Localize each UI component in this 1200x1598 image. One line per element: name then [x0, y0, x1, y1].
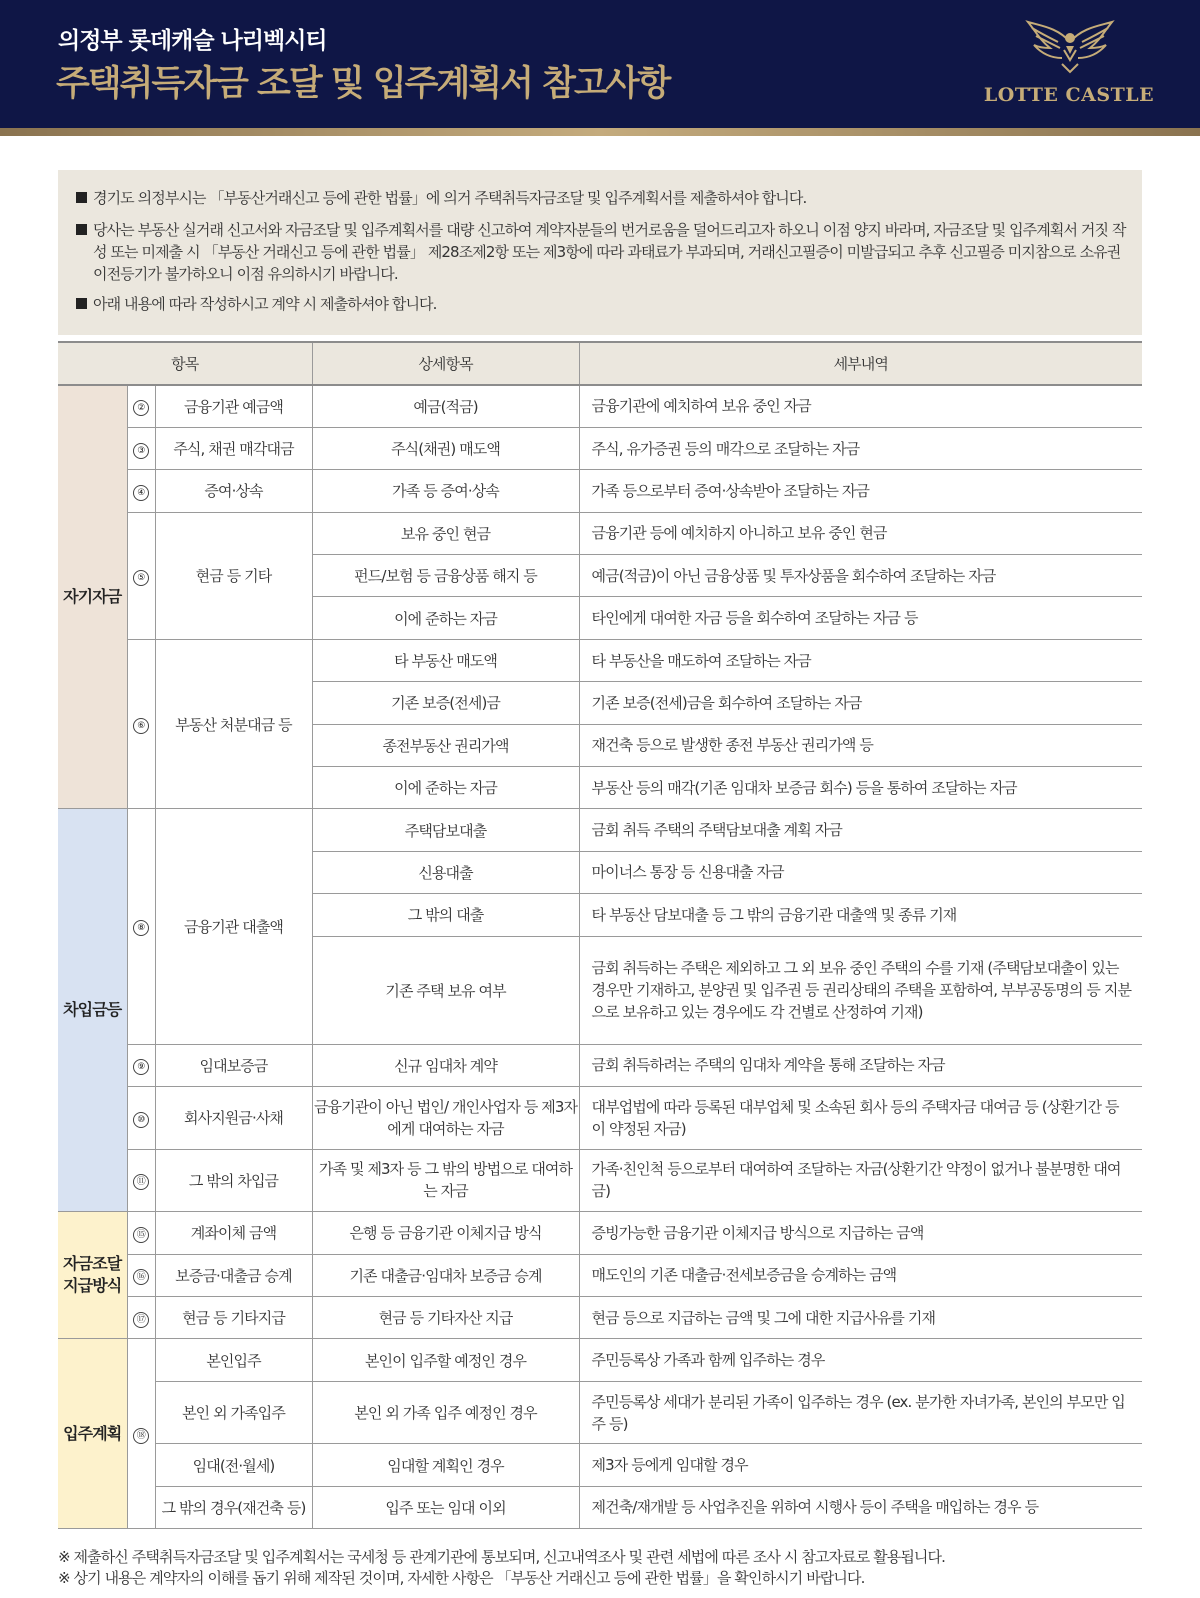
row-number: ⑪ — [127, 1149, 155, 1212]
header-description: 세부내역 — [579, 342, 1142, 385]
notice-item — [76, 187, 1126, 209]
row-number: ③ — [127, 427, 155, 469]
description-cell: 타 부동산 담보대출 등 그 밖의 금융기관 대출액 및 종류 기재 — [579, 894, 1142, 936]
description-cell: 제3자 등에게 임대할 경우 — [579, 1444, 1142, 1486]
row-number: ⑰ — [127, 1296, 155, 1338]
item-cell: 보증금·대출금 승계 — [155, 1254, 312, 1296]
notice-text: 경기도 의정부시는 「부동산거래신고 등에 관한 법률」에 의거 주택취득자금조달 및 입주계획서를 제출하셔야 합니다. — [93, 189, 807, 207]
detail-cell: 예금(적금) — [312, 385, 579, 427]
detail-cell: 입주 또는 임대 이외 — [312, 1486, 579, 1528]
notice-text: 당사는 부동산 실거래 신고서와 자금조달 및 입주계획서를 대량 신고하여 계약자분들의 번거로움을 덜어드리고자 하오니 이점 양지 바라며, 자금조달 및 입주계획서 거짓 작성 또는 미제출 시 「부동산 거래신고 등에 관한 법률」 제28조제2항 또는 제3항에 따라 과태료가 부과되며, 거래신고필증이 미발급되고 추후 신고필증 미지참으로 소유권이전등기가 불가하오니 이점 유의하시기 바랍니다. — [93, 221, 1126, 283]
description-cell: 주식, 유가증권 등의 매각으로 조달하는 자금 — [579, 427, 1142, 469]
description-cell: 주민등록상 가족과 함께 입주하는 경우 — [579, 1339, 1142, 1381]
table-row — [58, 1339, 1142, 1381]
description-cell: 매도인의 기존 대출금·전세보증금을 승계하는 금액 — [579, 1254, 1142, 1296]
description-cell: 가족·친인척 등으로부터 대여하여 조달하는 자금(상환기간 약정이 없거나 불분명한 대여금) — [579, 1149, 1142, 1212]
item-cell: 임대(전·월세) — [155, 1444, 312, 1486]
description-cell: 현금 등으로 지급하는 금액 및 그에 대한 지급사유를 기재 — [579, 1296, 1142, 1338]
description-cell: 기존 보증(전세)금을 회수하여 조달하는 자금 — [579, 682, 1142, 724]
page-subtitle: 의정부 롯데캐슬 나리벡시티 — [58, 28, 327, 54]
header-item: 항목 — [58, 342, 312, 385]
category-own-funds: 자기자금 — [58, 385, 127, 809]
square-bullet-icon — [76, 298, 87, 309]
table-row — [58, 1212, 1142, 1254]
notice-item — [76, 293, 1126, 315]
category-payment-method: 자금조달 지급방식 — [58, 1212, 127, 1339]
detail-cell: 본인이 입주할 예정인 경우 — [312, 1339, 579, 1381]
table-row — [58, 1486, 1142, 1528]
row-number: ⑮ — [127, 1212, 155, 1254]
table-row — [58, 1086, 1142, 1149]
detail-cell: 종전부동산 권리가액 — [312, 724, 579, 766]
table-row — [58, 470, 1142, 512]
table-row — [58, 385, 1142, 427]
detail-cell: 주택담보대출 — [312, 809, 579, 851]
description-cell: 주민등록상 세대가 분리된 가족이 입주하는 경우 (ex. 분가한 자녀가족, 본인의 부모만 입주 등) — [579, 1381, 1142, 1444]
description-cell: 타인에게 대여한 자금 등을 회수하여 조달하는 자금 등 — [579, 597, 1142, 639]
detail-cell: 타 부동산 매도액 — [312, 639, 579, 681]
row-number: ② — [127, 385, 155, 427]
footnote: ※ 제출하신 주택취득자금조달 및 입주계획서는 국세청 등 관계기관에 통보되며, 신고내역조사 및 관련 세법에 따른 조사 시 참고자료로 활용됩니다. — [58, 1548, 945, 1566]
detail-cell: 가족 및 제3자 등 그 밖의 방법으로 대여하는 자금 — [312, 1149, 579, 1212]
row-number: ⑱ — [127, 1339, 155, 1529]
item-cell: 부동산 처분대금 등 — [155, 639, 312, 809]
item-cell: 본인 외 가족입주 — [155, 1381, 312, 1444]
detail-cell: 본인 외 가족 입주 예정인 경우 — [312, 1381, 579, 1444]
detail-cell: 보유 중인 현금 — [312, 512, 579, 554]
detail-cell: 그 밖의 대출 — [312, 894, 579, 936]
table-row — [58, 1296, 1142, 1338]
item-cell: 현금 등 기타 — [155, 512, 312, 639]
logo-text: LOTTE CASTLE — [983, 84, 1155, 106]
square-bullet-icon — [76, 192, 87, 203]
description-cell: 제건축/재개발 등 사업추진을 위하여 시행사 등이 주택을 매입하는 경우 등 — [579, 1486, 1142, 1528]
footnote: ※ 상기 내용은 계약자의 이해를 돕기 위해 제작된 것이며, 자세한 사항은 「부동산 거래신고 등에 관한 법률」을 확인하시기 바랍니다. — [58, 1569, 865, 1587]
eagle-emblem-icon — [1024, 20, 1116, 80]
description-cell: 증빙가능한 금융기관 이체지급 방식으로 지급하는 금액 — [579, 1212, 1142, 1254]
header-detail: 상세항목 — [312, 342, 579, 385]
table-row — [58, 1444, 1142, 1486]
notice-item — [76, 219, 1126, 285]
page-title: 주택취득자금 조달 및 입주계획서 참고사항 — [56, 64, 670, 104]
description-cell: 예금(적금)이 아닌 금융상품 및 투자상품을 회수하여 조달하는 자금 — [579, 555, 1142, 597]
description-cell: 부동산 등의 매각(기존 임대차 보증금 회수) 등을 통하여 조달하는 자금 — [579, 767, 1142, 809]
description-cell: 금회 취득 주택의 주택담보대출 계획 자금 — [579, 809, 1142, 851]
detail-cell: 펀드/보험 등 금융상품 해지 등 — [312, 555, 579, 597]
row-number: ⑧ — [127, 809, 155, 1044]
detail-cell: 이에 준하는 자금 — [312, 767, 579, 809]
table-row — [58, 512, 1142, 554]
item-cell: 계좌이체 금액 — [155, 1212, 312, 1254]
table-row — [58, 1254, 1142, 1296]
row-number: ⑯ — [127, 1254, 155, 1296]
detail-cell: 기존 주택 보유 여부 — [312, 936, 579, 1044]
detail-cell: 은행 등 금융기관 이체지급 방식 — [312, 1212, 579, 1254]
detail-cell: 주식(채권) 매도액 — [312, 427, 579, 469]
row-number: ④ — [127, 470, 155, 512]
item-cell: 금융기관 예금액 — [155, 385, 312, 427]
table-row — [58, 427, 1142, 469]
description-cell: 재건축 등으로 발생한 종전 부동산 권리가액 등 — [579, 724, 1142, 766]
table-row — [58, 1381, 1142, 1444]
description-cell: 금융기관 등에 예치하지 아니하고 보유 중인 현금 — [579, 512, 1142, 554]
detail-cell: 기존 보증(전세)금 — [312, 682, 579, 724]
row-number: ⑥ — [127, 639, 155, 809]
table-row — [58, 809, 1142, 851]
table-row — [58, 1044, 1142, 1086]
category-borrowings: 차입금등 — [58, 809, 127, 1212]
brand-logo — [980, 14, 1158, 114]
item-cell: 회사지원금·사채 — [155, 1086, 312, 1149]
detail-cell: 이에 준하는 자금 — [312, 597, 579, 639]
detail-cell: 기존 대출금·임대차 보증금 승계 — [312, 1254, 579, 1296]
item-cell: 본인입주 — [155, 1339, 312, 1381]
funding-plan-table — [58, 341, 1142, 1529]
item-cell: 금융기관 대출액 — [155, 809, 312, 1044]
row-number: ⑩ — [127, 1086, 155, 1149]
description-cell: 금회 취득하려는 주택의 임대차 계약을 통해 조달하는 자금 — [579, 1044, 1142, 1086]
detail-cell: 신용대출 — [312, 851, 579, 893]
detail-cell: 가족 등 증여·상속 — [312, 470, 579, 512]
detail-cell: 현금 등 기타자산 지급 — [312, 1296, 579, 1338]
table-header-row — [58, 342, 1142, 385]
description-cell: 가족 등으로부터 증여·상속받아 조달하는 자금 — [579, 470, 1142, 512]
description-cell: 타 부동산을 매도하여 조달하는 자금 — [579, 639, 1142, 681]
item-cell: 그 밖의 경우(재건축 등) — [155, 1486, 312, 1528]
detail-cell: 금융기관이 아닌 법인/ 개인사업자 등 제3자에게 대여하는 자금 — [312, 1086, 579, 1149]
item-cell: 증여·상속 — [155, 470, 312, 512]
notice-text: 아래 내용에 따라 작성하시고 계약 시 제출하셔야 합니다. — [93, 295, 437, 313]
item-cell: 임대보증금 — [155, 1044, 312, 1086]
description-cell: 금융기관에 예치하여 보유 중인 자금 — [579, 385, 1142, 427]
header-banner — [0, 0, 1200, 128]
notice-box — [58, 170, 1142, 335]
detail-cell: 신규 임대차 계약 — [312, 1044, 579, 1086]
table-row — [58, 639, 1142, 681]
row-number: ⑨ — [127, 1044, 155, 1086]
table-row — [58, 1149, 1142, 1212]
header-gold-stripe — [0, 128, 1200, 136]
item-cell: 현금 등 기타지급 — [155, 1296, 312, 1338]
description-cell: 마이너스 통장 등 신용대출 자금 — [579, 851, 1142, 893]
description-cell: 대부업법에 따라 등록된 대부업체 및 소속된 회사 등의 주택자금 대여금 등 (상환기간 등이 약정된 자금) — [579, 1086, 1142, 1149]
item-cell: 그 밖의 차입금 — [155, 1149, 312, 1212]
row-number: ⑤ — [127, 512, 155, 639]
square-bullet-icon — [76, 224, 87, 235]
category-move-in-plan: 입주계획 — [58, 1339, 127, 1529]
item-cell: 주식, 채권 매각대금 — [155, 427, 312, 469]
detail-cell: 임대할 계획인 경우 — [312, 1444, 579, 1486]
description-cell: 금회 취득하는 주택은 제외하고 그 외 보유 중인 주택의 수를 기재 (주택담보대출이 있는 경우만 기재하고, 분양권 및 입주권 등 권리상태의 주택을 포함하여, 부부공동명의 등 지분으로 보유하고 있는 경우에도 각 건별로 산정하여 기재) — [579, 936, 1142, 1044]
